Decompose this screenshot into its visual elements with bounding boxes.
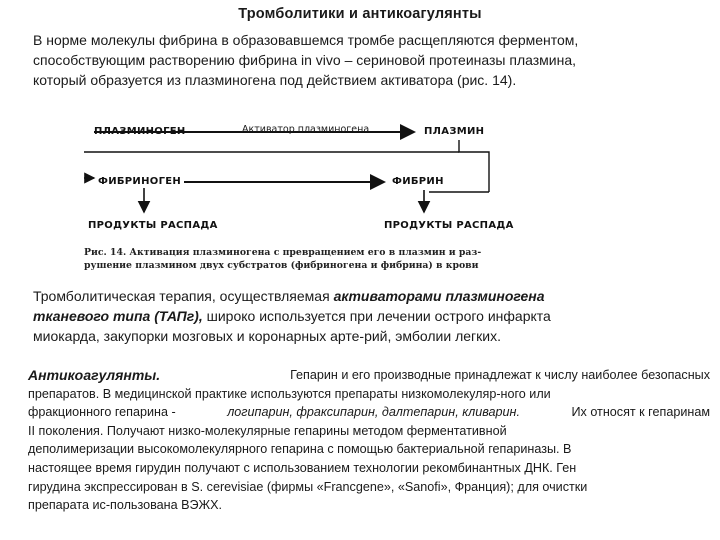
- caption-line: Рис. 14. Активация плазминогена с превращением его в плазмин и раз-: [84, 247, 482, 258]
- therapy-emphasis: тканевого типа (ТАПг),: [33, 308, 203, 324]
- therapy-text: Тромболитическая терапия, осуществляемая: [33, 288, 334, 304]
- anticoag-line: препарата ис-пользована ВЭЖХ.: [28, 498, 222, 513]
- fibrinogen-label: ФИБРИНОГЕН: [98, 176, 182, 187]
- intro-line: В норме молекулы фибрина в образовавшемся тромбе расщепляются ферментом,: [33, 32, 579, 48]
- intro-line: способствующим растворению фибрина in vivo – сериновой протеиназы плазмина,: [33, 52, 577, 68]
- anticoag-text: фракционного гепарина -: [28, 405, 176, 420]
- anticoagulants-paragraph: [28, 366, 710, 515]
- figure-14: [84, 112, 524, 277]
- anticoag-line: гирудина экспрессирован в S. cerevisiae (фирмы «Francgene», «Sanofi», Франция); для очистки: [28, 479, 588, 494]
- anticoag-line: [28, 403, 710, 422]
- anticoag-line: деполимеризации высокомолекулярного гепарина с помощью бактериальной гепариназы. В: [28, 442, 572, 457]
- intro-paragraph: [33, 30, 701, 90]
- therapy-line: [33, 286, 701, 306]
- products-left-label: ПРОДУКТЫ РАСПАДА: [88, 220, 218, 231]
- anticoag-line: II поколения. Получают низко-молекулярные гепарины методом ферментативной: [28, 423, 507, 438]
- intro-line: который образуется из плазминогена под действием активатора (рис. 14).: [33, 72, 517, 88]
- anticoag-lead: Антикоагулянты.: [28, 367, 161, 383]
- anticoag-line: препаратов. В медицинской практике используются препараты низкомолекуляр-ного или: [28, 386, 551, 401]
- anticoag-drug-list: логипарин, фраксипарин, далтепарин, кливарин.: [227, 405, 520, 420]
- anticoag-line: [28, 366, 710, 385]
- anticoag-line: настоящее время гирудин получают с использованием технологии рекомбинантных ДНК. Ген: [28, 460, 577, 475]
- products-right-label: ПРОДУКТЫ РАСПАДА: [384, 220, 514, 231]
- caption-line: рушение плазмином двух субстратов (фибриногена и фибрина) в крови: [84, 260, 479, 271]
- therapy-text: широко используется при лечении острого инфаркта: [202, 308, 551, 324]
- plasmin-label: ПЛАЗМИН: [424, 126, 485, 137]
- anticoag-text: Их относят к гепаринам: [571, 405, 710, 420]
- plasminogen-label: ПЛАЗМИНОГЕН: [94, 126, 186, 137]
- therapy-emphasis: активаторами плазминогена: [333, 288, 545, 304]
- activator-label: Активатор плазминогена: [242, 124, 370, 135]
- therapy-paragraph: [33, 286, 701, 346]
- therapy-line: [33, 306, 701, 326]
- figure-caption: [84, 246, 524, 272]
- therapy-line: миокарда, закупорки мозговых и коронарных арте-рий, эмболии легких.: [33, 328, 501, 344]
- fibrin-label: ФИБРИН: [392, 176, 444, 187]
- anticoag-text: Гепарин и его производные принадлежат к числу наиболее безопасных: [290, 368, 710, 382]
- page-title: Тромболитики и антикоагулянты: [238, 6, 482, 22]
